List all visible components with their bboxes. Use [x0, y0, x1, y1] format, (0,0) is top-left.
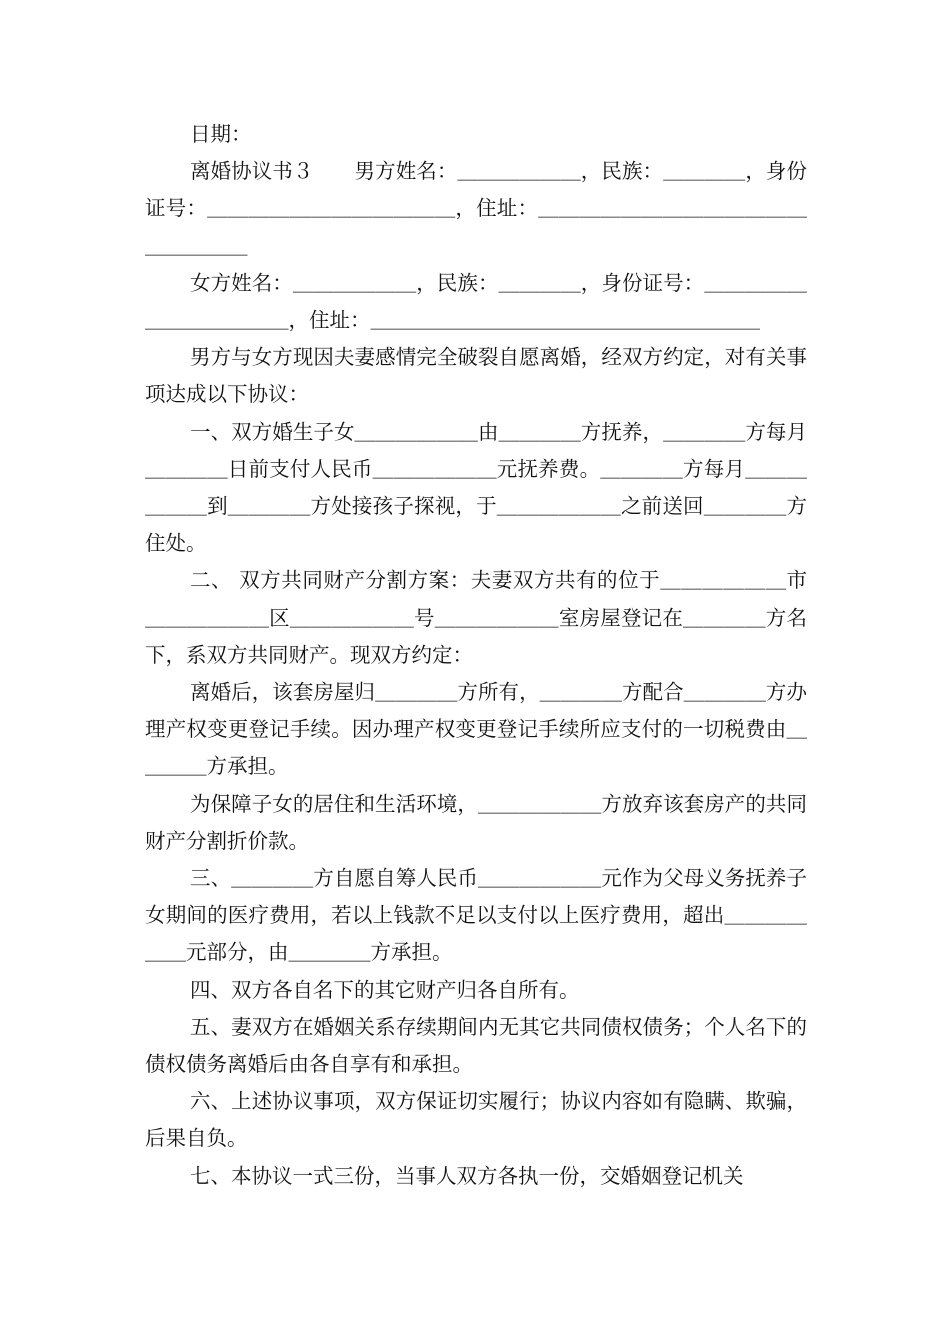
date-line: 日期： [190, 122, 252, 146]
clause-1-child-custody: 一、双方婚生子女＿＿＿＿＿＿由＿＿＿＿方抚养，＿＿＿＿方每月＿＿＿＿日前支付人民币＿＿＿＿＿＿元抚养费。＿＿＿＿方每月＿＿＿＿＿＿到＿＿＿＿方处接孩子探视，于＿＿＿＿＿＿之前送回＿＿＿＿方住处。 [145, 419, 807, 556]
male-party-info: 离婚协议书３ 男方姓名：＿＿＿＿＿＿，民族：＿＿＿＿，身份证号：＿＿＿＿＿＿＿＿＿＿＿＿，住址：＿＿＿＿＿＿＿＿＿＿＿＿＿＿＿＿＿＿ [145, 159, 807, 258]
clause-2-property-division: 二、 双方共同财产分割方案：夫妻双方共有的位于＿＿＿＿＿＿市＿＿＿＿＿＿区＿＿＿＿＿＿号＿＿＿＿＿＿室房屋登记在＿＿＿＿方名下，系双方共同财产。现双方约定： [145, 568, 807, 667]
document-page [145, 116, 807, 1195]
clause-2-house-ownership: 离婚后，该套房屋归＿＿＿＿方所有，＿＿＿＿方配合＿＿＿＿方办理产权变更登记手续。因办理产权变更登记手续所应支付的一切税费由＿＿＿＿方承担。 [145, 680, 807, 779]
clause-7-copies: 七、本协议一式三份，当事人双方各执一份，交婚姻登记机关 [190, 1163, 744, 1188]
clause-2-waiver: 为保障子女的居住和生活环境，＿＿＿＿＿＿方放弃该套房产的共同财产分割折价款。 [145, 791, 807, 853]
female-party-info: 女方姓名：＿＿＿＿＿＿，民族：＿＿＿＿，身份证号：＿＿＿＿＿＿＿＿＿＿＿＿，住址：＿＿＿＿＿＿＿＿＿＿＿＿＿＿＿＿＿＿＿ [145, 270, 807, 333]
clause-5-debts: 五、妻双方在婚姻关系存续期间内无其它共同债权债务；个人名下的债权债务离婚后由各自享有和承担。 [145, 1014, 807, 1077]
agreement-preamble: 男方与女方现因夫妻感情完全破裂自愿离婚，经双方约定，对有关事项达成以下协议： [145, 345, 807, 407]
clause-6-performance: 六、上述协议事项，双方保证切实履行；协议内容如有隐瞒、欺骗，后果自负。 [145, 1089, 807, 1151]
clause-3-medical-expenses: 三、＿＿＿＿方自愿自筹人民币＿＿＿＿＿＿元作为父母义务抚养子女期间的医疗费用，若以上钱款不足以支付以上医疗费用，超出＿＿＿＿＿＿元部分，由＿＿＿＿方承担。 [145, 866, 807, 965]
clause-4-own-property: 四、双方各自名下的其它财产归各自所有。 [190, 977, 580, 1002]
